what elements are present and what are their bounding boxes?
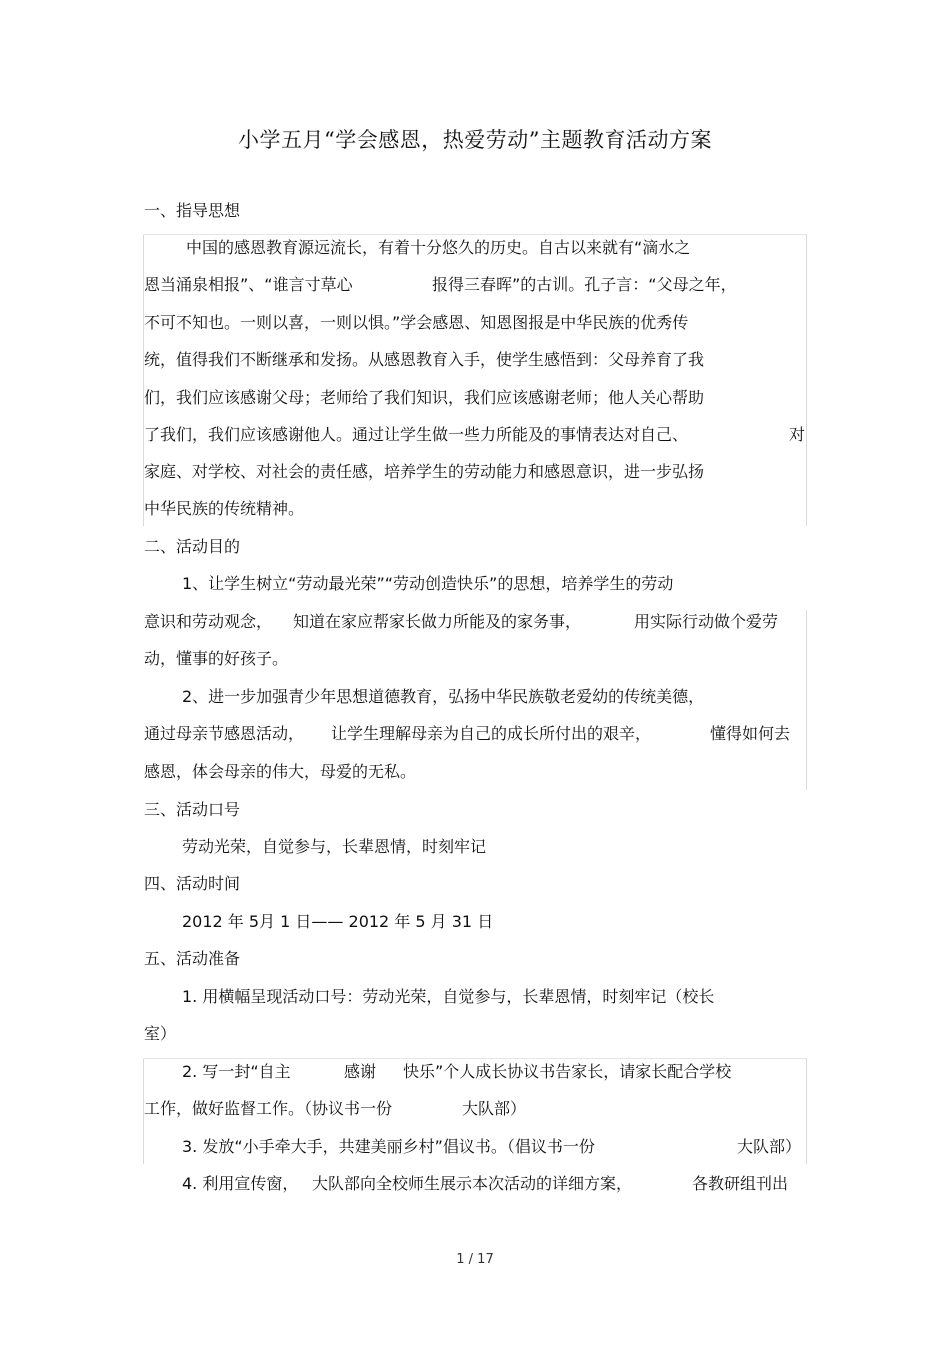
paragraph-line: 了我们，我们应该感谢他人。通过让学生做一些力所能及的事情表达对自己、: [144, 425, 689, 444]
paragraph-line: 动，懂事的好孩子。: [144, 649, 289, 668]
paragraph-line: 让学生理解母亲为自己的成长所付出的艰辛，: [331, 724, 652, 743]
paragraph-line: 感恩，体会母亲的伟大，母爱的无私。: [144, 762, 417, 781]
slogan-text: 劳动光荣，自觉参与，长辈恩情，时刻牢记: [182, 837, 487, 856]
paragraph-line: 对: [789, 425, 806, 444]
scan-border: [806, 610, 807, 790]
paragraph-line: 知道在家应帮家长做力所能及的家务事，: [293, 612, 582, 631]
paragraph-line: 们，我们应该感谢父母；老师给了我们知识，我们应该感谢老师；他人关心帮助: [144, 388, 705, 407]
list-item: 3. 发放“小手牵大手，共建美丽乡村”倡议书。（倡议书一份: [182, 1137, 595, 1156]
paragraph-line: 中国的感恩教育源远流长，有着十分悠久的历史。自古以来就有“滴水之: [186, 238, 691, 257]
list-item: 1. 用横幅呈现活动口号：劳动光荣，自觉参与，长辈恩情，时刻牢记（校长: [182, 987, 715, 1006]
list-item: 大队部）: [737, 1137, 802, 1156]
paragraph-line: 通过母亲节感恩活动，: [144, 724, 305, 743]
list-item: 4. 利用宣传窗，: [182, 1174, 299, 1193]
list-item: 感谢: [344, 1062, 377, 1081]
section-heading-1: 一、指导思想: [144, 201, 241, 220]
list-item: 2. 写一封“自主: [182, 1062, 291, 1081]
scan-border: [806, 1058, 807, 1164]
section-heading-5: 五、活动准备: [144, 949, 241, 968]
scan-border: [143, 234, 806, 235]
section-heading-4: 四、活动时间: [144, 874, 241, 893]
page-title: 小学五月“学会感恩，热爱劳动”主题教育活动方案: [238, 128, 712, 152]
list-item: 室）: [144, 1024, 177, 1043]
list-item: 大队部向全校师生展示本次活动的详细方案，: [312, 1174, 633, 1193]
paragraph-line: 恩当涌泉相报”、“谁言寸草心: [144, 275, 353, 294]
section-heading-3: 三、活动口号: [144, 800, 241, 819]
paragraph-line: 统，值得我们不断继承和发扬。从感恩教育入手，使学生感悟到：父母养育了我: [144, 350, 705, 369]
list-item: 各教研组刊出: [692, 1174, 789, 1193]
paragraph-line: 懂得如何去: [710, 724, 791, 743]
paragraph-line: 中华民族的传统精神。: [144, 499, 305, 518]
paragraph-line: 家庭、对学校、对社会的责任感，培养学生的劳动能力和感恩意识，进一步弘扬: [144, 462, 705, 481]
page-number: 1 / 17: [456, 1252, 494, 1267]
scan-border: [143, 1058, 806, 1059]
paragraph-line: 不可不知也。一则以喜，一则以惧。”学会感恩、知恩图报是中华民族的优秀传: [144, 313, 689, 332]
section-heading-2: 二、活动目的: [144, 537, 241, 556]
list-item: 快乐”个人成长协议书告家长，请家长配合学校: [403, 1062, 732, 1081]
list-item: 工作，做好监督工作。（协议书一份: [144, 1099, 393, 1118]
paragraph-line: 2、进一步加强青少年思想道德教育，弘扬中华民族敬老爱幼的传统美德，: [182, 687, 705, 706]
date-range-text: 2012 年 5月 1 日—— 2012 年 5 月 31 日: [182, 912, 494, 931]
scan-border: [806, 234, 807, 526]
paragraph-line: 意识和劳动观念，: [144, 612, 273, 631]
list-item: 大队部）: [462, 1099, 527, 1118]
paragraph-line: 用实际行动做个爱劳: [634, 612, 779, 631]
paragraph-line: 1、让学生树立“劳动最光荣”“劳动创造快乐”的思想，培养学生的劳动: [182, 574, 674, 593]
paragraph-line: 报得三春晖”的古训。孔子言：“父母之年，: [432, 275, 737, 294]
